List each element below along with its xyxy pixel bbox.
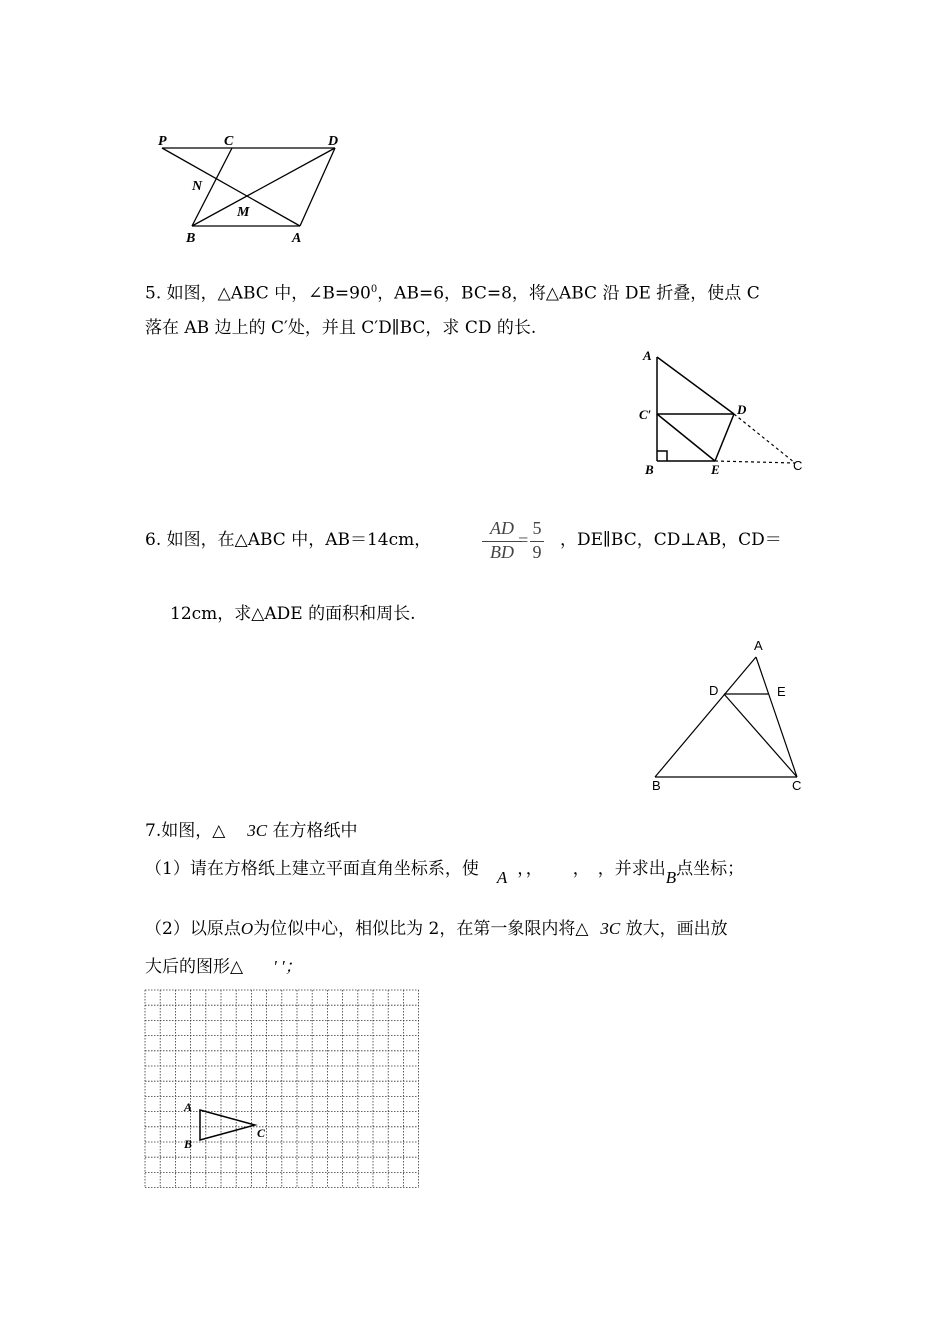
q7-line3: （2）以原点O为位似中心，相似比为 2，在第一象限内将△ 3C 放大，画出放 (145, 919, 728, 939)
q5-line2: 落在 AB 边上的 C′处，并且 C′D∥BC，求 CD 的长. (145, 318, 537, 338)
grid-label-A: A (184, 1100, 193, 1114)
q7-line4: 大后的图形△ ′ ′； (145, 957, 302, 977)
label-M: M (237, 205, 250, 220)
grid-label-C: C (257, 1126, 266, 1140)
label-A: A (643, 348, 652, 363)
label-A: A (754, 638, 763, 653)
grid-paper (140, 985, 432, 1190)
label-A: A (292, 231, 302, 246)
label-E: E (711, 462, 720, 477)
label-D: D (328, 134, 339, 149)
label-B: B (186, 231, 196, 246)
fraction-five-nine: $\frac{5}{9}$ (530, 518, 544, 563)
figure-parallelogram (150, 128, 350, 248)
label-C: C (793, 458, 803, 473)
figure-triangle-de (645, 635, 815, 795)
label-D: D (737, 402, 747, 417)
q6-line2: 12cm，求△ADE 的面积和周长. (170, 604, 416, 624)
label-C-prime: C′ (639, 407, 652, 422)
label-C: C (224, 134, 234, 149)
label-D: D (709, 683, 719, 698)
q5-line1: 5. 如图，△ABC 中，$\angle B=90^0$，AB=6，BC=8，将△ABC 沿 DE 折叠，使点 C (145, 283, 760, 304)
label-E: E (777, 684, 786, 699)
label-C: C (792, 778, 802, 793)
figure-fold-triangle (635, 345, 815, 480)
grid-label-B: B (184, 1137, 193, 1151)
label-N: N (192, 179, 203, 194)
label-P: P (158, 134, 167, 149)
equals-sign: = (517, 530, 530, 550)
q7-line2: （1）请在方格纸上建立平面直角坐标系，使 A ，， ， ，并求出B点坐标； (145, 859, 745, 887)
q6-suffix: ，DE∥BC，CD⊥AB，CD＝ (560, 530, 782, 550)
q6-prefix: 6. 如图，在△ABC 中，AB＝14cm， (145, 530, 432, 550)
label-B: B (652, 778, 661, 793)
q7-line1: 7.如图，△ 3C 在方格纸中 (145, 821, 358, 841)
label-B: B (645, 462, 654, 477)
fraction-ad-bd: $\frac{AD}{BD}$ (482, 518, 522, 563)
